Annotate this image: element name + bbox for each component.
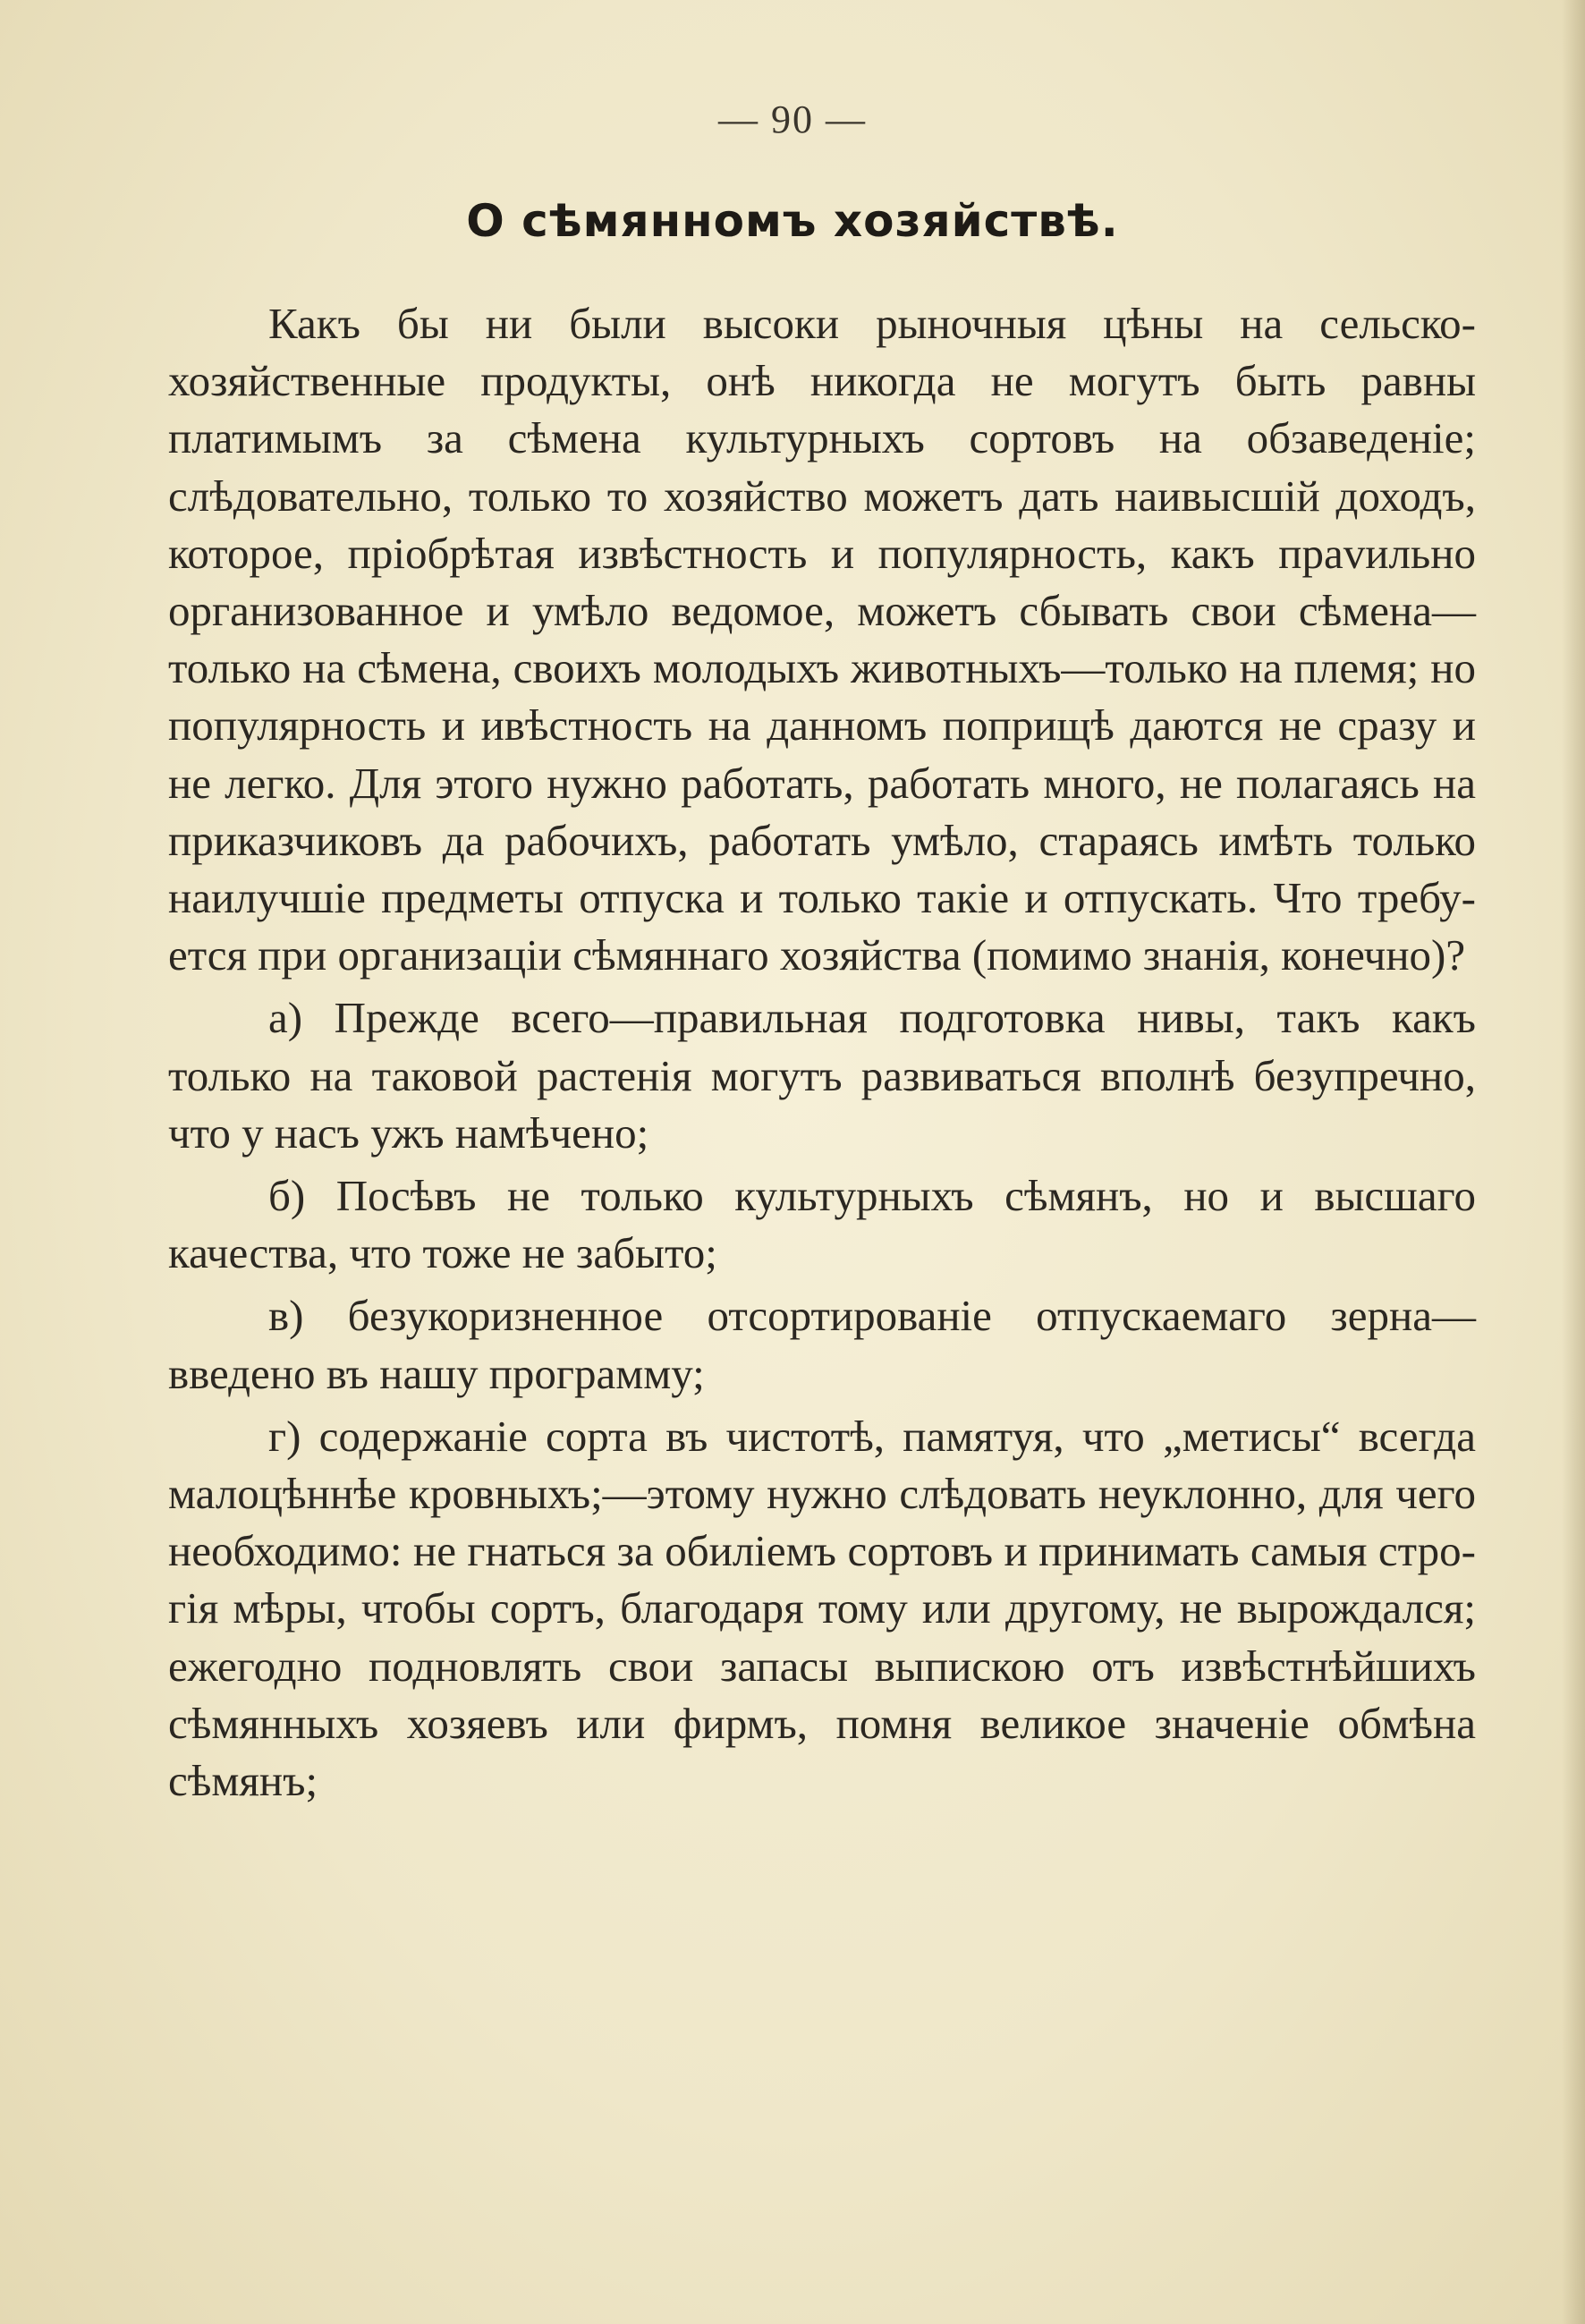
paragraph-item-b: б) Посѣвъ не только культурныхъ сѣмянъ, но и высшаго качества, что тоже не забыто;: [168, 1171, 1476, 1278]
page-edge-shadow: [1562, 0, 1585, 2324]
paragraph-intro: Какъ бы ни были высоки рыночныя цѣны на сельско-хозяйственные продукты, онѣ никогда не могутъ быть равны платимымъ за сѣмена культурныхъ сортовъ на обзаведеніе; слѣдовательно, только то хозяйство можетъ дать наивысшій доходъ, которое, пріобрѣтая извѣстность и популярность, какъ праvильно организованное и умѣло ведомое, можетъ сбывать свои сѣмена—только на сѣмена, своихъ молодыхъ животныхъ—только на племя; но популярность и ивѣстность на данномъ поприщѣ даются не сразу и не легко. Для этого нужно работать, работать много, не полагаясь на приказчиковъ да рабочихъ, работать умѣло, стараясь имѣть только наилучшіе предметы отпуска и только такіе и отпускать. Что требуется при организаціи сѣмяннаго хозяйства (помимо знанія, конечно)?: [168, 299, 1476, 980]
section-heading: О сѣмянномъ хозяйствѣ.: [466, 195, 1119, 247]
paragraph-item-a: а) Прежде всего—правильная подготовка нивы, такъ какъ только на таковой растенія могутъ развиваться вполнѣ безупречно, что у насъ ужъ намѣчено;: [168, 993, 1476, 1158]
page-number: — 90 —: [718, 98, 867, 141]
body-text: [168, 295, 1476, 1810]
paragraph-item-g: г) содержаніе сорта въ чистотѣ, памятуя, что „метисы“ всегда малоцѣннѣе кровныхъ;—этому нужно слѣдовать неуклонно, для чего необходимо: не гнаться за обиліемъ сортовъ и принимать самыя строгія мѣры, чтобы сортъ, благодаря тому или другому, не вырождался; ежегодно подновлять свои запасы выпискою отъ извѣстнѣйшихъ сѣмянныхъ хозяевъ или фирмъ, помня великое значеніе обмѣна сѣмянъ;: [168, 1411, 1476, 1806]
paragraph-item-v: в) безукоризненное отсортированіе отпускаемаго зерна—введено въ нашу программу;: [168, 1291, 1476, 1398]
